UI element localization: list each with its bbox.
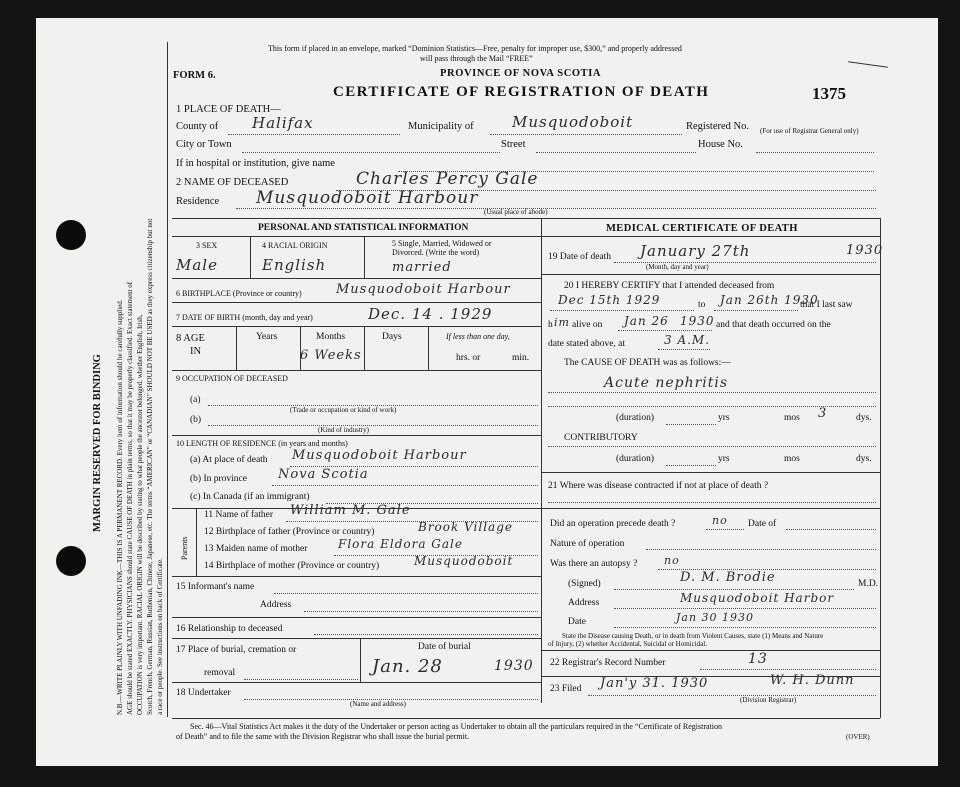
doctor-address-label: Address <box>568 598 600 608</box>
binding-hole <box>56 546 86 576</box>
rule <box>172 236 541 237</box>
rule <box>541 508 880 509</box>
fill-line <box>756 152 874 153</box>
mother-label: 13 Maiden name of mother <box>204 544 308 554</box>
last-saw-label: that I last saw <box>800 300 853 310</box>
residence-note: (Usual place of abode) <box>484 208 548 216</box>
margin-line <box>167 42 168 717</box>
house-label: House No. <box>698 139 743 150</box>
date-above-label: date stated above, at <box>548 339 626 349</box>
rule <box>541 472 880 473</box>
rule <box>172 218 880 219</box>
rule <box>364 236 365 278</box>
yrs-label: yrs <box>718 413 730 423</box>
racial-origin-label: 4 RACIAL ORIGIN <box>262 241 328 250</box>
fill-line <box>314 634 538 635</box>
months-label: Months <box>316 332 346 342</box>
fill-line <box>614 589 854 590</box>
record-number-value[interactable]: 13 <box>748 651 768 667</box>
rule <box>172 576 541 577</box>
occupation-a-note: (Trade or occupation or kind of work) <box>290 406 397 414</box>
rule <box>541 274 880 275</box>
res-b-label: (b) In province <box>190 474 247 484</box>
relationship-label: 16 Relationship to deceased <box>176 624 283 634</box>
min-label: min. <box>512 353 530 363</box>
medical-section-title: MEDICAL CERTIFICATE OF DEATH <box>606 223 798 234</box>
form-number: FORM 6. <box>173 70 216 81</box>
personal-section-title: PERSONAL AND STATISTICAL INFORMATION <box>258 223 469 233</box>
date-value[interactable]: Jan 30 1930 <box>676 611 755 624</box>
fill-line <box>714 310 798 311</box>
from-date-value[interactable]: Dec 15th 1929 <box>558 293 661 307</box>
margin-instruction: a race or people. See instructions on back of Certificate. <box>156 558 164 715</box>
rule <box>172 638 541 639</box>
date-label: Date <box>568 617 586 627</box>
column-divider <box>541 218 542 703</box>
where-contracted-label: 21 Where was disease contracted if not at place of death ? <box>548 481 769 491</box>
marital-label-2: Divorced. (Write the word) <box>392 248 480 257</box>
him-value[interactable]: im <box>554 316 570 329</box>
record-number-label: 22 Registrar's Record Number <box>550 658 666 668</box>
time-value[interactable]: 3 A.M. <box>664 333 711 347</box>
occurred-label: and that death occurred on the <box>716 320 831 330</box>
father-value[interactable]: William M. Gale <box>290 503 411 518</box>
less-day-label: If less than one day, <box>446 332 510 341</box>
fill-line <box>786 529 876 530</box>
municipality-value[interactable]: Musquodoboit <box>512 113 634 131</box>
autopsy-label: Was there an autopsy ? <box>550 559 638 569</box>
res-c-label: (c) In Canada (if an immigrant) <box>190 492 310 502</box>
occupation-a: (a) <box>190 395 201 405</box>
parents-label: Parents <box>180 536 189 560</box>
fill-line <box>618 330 712 331</box>
footer-line-2: of Death” and to file the same with the Division Registrar who shall issue the burial permit. <box>176 732 470 741</box>
fill-line <box>208 425 538 426</box>
cause-label: The CAUSE OF DEATH was as follows:— <box>564 358 731 368</box>
cause-value[interactable]: Acute nephritis <box>604 375 729 391</box>
fill-line <box>550 310 694 311</box>
filed-by-value[interactable]: W. H. Dunn <box>770 673 855 688</box>
residence-value[interactable]: Musquodoboit Harbour <box>256 188 479 208</box>
duration-label: (duration) <box>616 413 654 423</box>
province-heading: PROVINCE OF NOVA SCOTIA <box>440 68 602 79</box>
operation-value[interactable]: no <box>712 514 728 527</box>
rule <box>172 682 541 683</box>
mos-label: mos <box>784 413 800 423</box>
age-label-in: IN <box>190 346 202 357</box>
nature-label: Nature of operation <box>550 539 625 549</box>
rule <box>172 718 880 719</box>
fill-line <box>304 611 538 612</box>
rule <box>196 508 197 576</box>
burial-date-value[interactable]: Jan. 28 <box>372 656 443 677</box>
mother-value[interactable]: Flora Eldora Gale <box>338 537 463 551</box>
certificate-number: 1375 <box>812 84 846 103</box>
him-label: h <box>548 320 553 330</box>
county-value[interactable]: Halifax <box>252 114 314 132</box>
informant-address-label: Address <box>260 600 292 610</box>
margin-instruction: AGE should be stated EXACTLY. PHYSICIANS should state CAUSE OF DEATH in plain terms, so that it may be properly classified. Exact statement of <box>126 281 134 715</box>
undertaker-note: (Name and address) <box>350 700 406 708</box>
burial-date-label: Date of burial <box>418 642 471 652</box>
filed-value[interactable]: Jan'y 31. 1930 <box>600 676 709 691</box>
days-label: Days <box>382 332 402 342</box>
fill-line <box>274 593 538 594</box>
dob-label: 7 DATE OF BIRTH (month, day and year) <box>176 313 313 322</box>
margin-instruction: OCCUPATION is very important. RACIAL ORIGIN will be described by stating to what people the ancestor belonged, whether English, Irish, <box>136 314 144 715</box>
fill-line <box>236 208 876 209</box>
fill-line <box>666 465 716 466</box>
certificate-title: CERTIFICATE OF REGISTRATION OF DEATH <box>333 84 710 100</box>
envelope-notice: This form if placed in an envelope, marked “Dominion Statistics—Free, penalty for improper use, $300,” and properly addressed <box>268 44 682 53</box>
fill-line <box>706 529 744 530</box>
footer-line-1: Sec. 46—Vital Statistics Act makes it the duty of the Undertaker or person acting as Undertaker to obtain all the particulars required in the “Certificate of Registration <box>190 722 723 731</box>
fill-line <box>548 446 876 447</box>
death-year-value[interactable]: 1930 <box>846 243 884 258</box>
to-date-value[interactable]: Jan 26th 1930 <box>720 293 819 307</box>
informant-label: 15 Informant's name <box>176 582 255 592</box>
autopsy-value[interactable]: no <box>664 554 680 567</box>
fill-line <box>536 152 696 153</box>
rule <box>880 218 881 718</box>
fill-line <box>548 502 876 503</box>
rule <box>541 236 880 237</box>
rule <box>364 326 365 370</box>
sex-value[interactable]: Male <box>176 256 218 274</box>
fill-line <box>588 695 876 696</box>
rule <box>428 326 429 370</box>
signed-label: (Signed) <box>568 579 601 589</box>
rule <box>236 326 237 370</box>
occupation-b-note: (Kind of industry) <box>318 426 369 434</box>
fill-line <box>614 627 876 628</box>
to-label: to <box>698 300 706 310</box>
rule <box>172 435 541 436</box>
state-note: State the Disease causing Death, or in death from Violent Causes, state (1) Means and Nature <box>562 632 824 640</box>
yrs-label-2: yrs <box>718 454 730 464</box>
date-note: (Month, day and year) <box>646 263 709 271</box>
city-label: City or Town <box>176 139 232 150</box>
father-birthplace-value[interactable]: Brook Village <box>418 520 513 534</box>
mos-value[interactable]: 3 <box>818 406 828 421</box>
envelope-notice-free: will pass through the Mail “FREE” <box>420 54 533 63</box>
fill-line <box>228 134 400 135</box>
residence-length-label: 10 LENGTH OF RESIDENCE (in years and months) <box>176 439 348 448</box>
occupation-b: (b) <box>190 415 202 425</box>
filed-label: 23 Filed <box>550 684 582 694</box>
binding-hole <box>56 220 86 250</box>
mos-label-2: mos <box>784 454 800 464</box>
date-of-death-value[interactable]: January 27th <box>640 242 751 260</box>
hrs-label: hrs. or <box>456 353 481 363</box>
registrar-note: (For use of Registrar General only) <box>760 127 859 135</box>
res-a-label: (a) At place of death <box>190 455 268 465</box>
rule <box>250 236 251 278</box>
margin-instruction: N.B.—WRITE PLAINLY WITH UNFADING INK—THIS IS A PERMANENT RECORD. Every item of information should be carefully supplied. <box>116 299 124 715</box>
operation-date-label: Date of <box>748 519 777 529</box>
rule <box>172 278 541 279</box>
burial-label: 17 Place of burial, cremation or <box>176 645 297 655</box>
burial-label-removal: removal <box>204 668 236 678</box>
dys-label: dys. <box>856 413 872 423</box>
fill-line <box>700 669 876 670</box>
marital-label: 5 Single, Married, Widowed or <box>392 239 492 248</box>
occupation-label: 9 OCCUPATION OF DECEASED <box>176 374 288 383</box>
signed-value[interactable]: D. M. Brodie <box>680 570 776 585</box>
state-note-2: of Injury, (2) whether Accidental, Suicidal or Homicidal. <box>548 640 707 648</box>
md-label: M.D. <box>858 579 879 589</box>
place-of-death-label: 1 PLACE OF DEATH— <box>176 104 281 115</box>
street-label: Street <box>501 139 526 150</box>
hospital-label: If in hospital or institution, give name <box>176 158 335 169</box>
dys-label-2: dys. <box>856 454 872 464</box>
date-of-death-label: 19 Date of death <box>548 252 612 262</box>
fill-line <box>548 392 876 393</box>
contributory-label: CONTRIBUTORY <box>564 433 638 443</box>
father-birthplace-label: 12 Birthplace of father (Province or country) <box>204 527 375 537</box>
rule <box>172 302 541 303</box>
fill-line <box>244 679 358 680</box>
residence-label: Residence <box>176 196 220 207</box>
res-b-value[interactable]: Nova Scotia <box>278 467 369 482</box>
duration-label-2: (duration) <box>616 454 654 464</box>
rule <box>360 638 361 682</box>
fill-line <box>666 424 716 425</box>
res-a-value[interactable]: Musquodoboit Harbour <box>292 448 467 463</box>
certify-label: 20 I HEREBY CERTIFY that I attended deceased from <box>564 281 775 291</box>
racial-origin-value[interactable]: English <box>262 256 327 274</box>
age-label: 8 AGE <box>176 333 205 344</box>
margin-reserved: MARGIN RESERVED FOR BINDING <box>92 354 103 532</box>
fill-line <box>614 608 876 609</box>
birthplace-label: 6 BIRTHPLACE (Province or country) <box>176 289 302 298</box>
margin-instruction: Scotch, French, German, Russian, Ruthenian, Chinese, Japanese, etc. The terms “AMERICAN” or “CANADIAN” SHOULD NOT BE USED as they express citizenship but not <box>146 218 154 715</box>
sex-label: 3 SEX <box>196 241 218 250</box>
alive-on-label: alive on <box>572 320 603 330</box>
county-label: County of <box>176 121 219 132</box>
rule <box>172 326 541 327</box>
doctor-address-value[interactable]: Musquodoboit Harbor <box>680 591 835 605</box>
name-of-deceased-label: 2 NAME OF DECEASED <box>176 177 289 188</box>
fill-line <box>658 349 710 350</box>
fill-line <box>490 134 682 135</box>
burial-year-value[interactable]: 1930 <box>494 658 534 674</box>
months-value[interactable]: 6 Weeks <box>300 348 362 363</box>
mother-birthplace-label: 14 Birthplace of mother (Province or country) <box>204 561 380 571</box>
registered-label: Registered No. <box>686 121 749 132</box>
marital-value[interactable]: married <box>392 260 452 275</box>
fill-line <box>646 549 876 550</box>
operation-label: Did an operation precede death ? <box>550 519 676 529</box>
division-registrar-note: (Division Registrar) <box>740 696 797 704</box>
deceased-name[interactable]: Charles Percy Gale <box>356 169 539 189</box>
footer-over: (OVER) <box>846 733 870 741</box>
alive-year-value[interactable]: 1930 <box>680 314 715 328</box>
municipality-label: Municipality of <box>408 121 474 132</box>
father-label: 11 Name of father <box>204 510 274 520</box>
mother-birthplace-value[interactable]: Musquodoboit <box>414 554 514 568</box>
years-label: Years <box>256 332 278 342</box>
rule <box>541 650 880 651</box>
rule <box>172 617 541 618</box>
fill-line <box>272 485 538 486</box>
fill-line <box>242 152 500 153</box>
dob-value[interactable]: Dec. 14 . 1929 <box>368 305 493 323</box>
undertaker-label: 18 Undertaker <box>176 688 231 698</box>
alive-date-value[interactable]: Jan 26 <box>624 314 669 328</box>
rule <box>172 370 541 371</box>
birthplace-value[interactable]: Musquodoboit Harbour <box>336 282 511 297</box>
